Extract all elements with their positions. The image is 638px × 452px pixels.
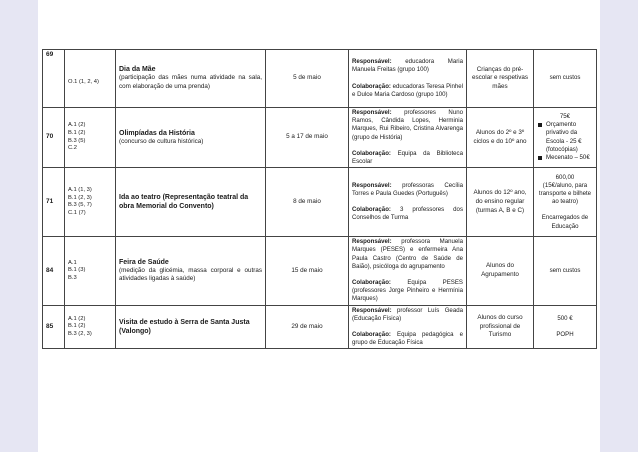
responsible-text: professoras Cecília Torres e Paula Guedes (Português) xyxy=(352,181,463,198)
activity-date: 5 de maio xyxy=(266,50,349,108)
activity-description: (concurso de cultura histórica) xyxy=(119,137,204,145)
activity-cell xyxy=(116,108,266,168)
cost-line: 600,00 xyxy=(555,173,575,181)
objective-code: B.1 (3) xyxy=(68,267,86,274)
objective-codes xyxy=(65,108,116,168)
responsible-text: educadora Maria Manuela Freitas (grupo 100) xyxy=(352,58,463,74)
activity-number: 85 xyxy=(43,305,65,349)
activity-title: Dia da Mãe xyxy=(119,66,156,74)
activity-cell xyxy=(116,237,266,305)
document-page xyxy=(38,0,600,452)
objective-codes xyxy=(65,168,116,237)
target-audience: Alunos do curso profissional de Turismo xyxy=(467,305,534,349)
responsible-entry xyxy=(352,307,463,323)
cost-line: POPH xyxy=(556,331,574,339)
cost-cell xyxy=(534,50,597,108)
collaboration-entry xyxy=(352,206,463,222)
responsible-cell xyxy=(349,305,467,349)
activity-title: Visita de estudo à Serra de Santa Justa (Valongo) xyxy=(119,319,250,336)
cost-line: sem custos xyxy=(549,266,581,274)
objective-code: B.1 (2) xyxy=(68,323,86,330)
responsible-cell xyxy=(349,108,467,168)
collaboration-text: Equipa pedagógica e grupo de Educação Física xyxy=(352,331,463,347)
activity-description: (participação das mães numa atividade na sala, com elaboração de uma prenda) xyxy=(119,74,262,90)
collaboration-text: Equipa da Biblioteca Escolar xyxy=(352,149,463,166)
collaboration-entry xyxy=(352,331,463,347)
objective-code: A.1 (2) xyxy=(68,315,86,322)
collaboration-label: Colaboração: xyxy=(352,206,391,214)
activity-cell xyxy=(116,50,266,108)
objective-code: B.3 (5, 7) xyxy=(68,202,92,209)
activity-number: 71 xyxy=(43,168,65,237)
table-row xyxy=(43,237,597,305)
spacer xyxy=(352,142,463,150)
responsible-entry xyxy=(352,182,463,198)
activity-date: 29 de maio xyxy=(266,305,349,349)
cost-line: 500 € xyxy=(557,314,573,322)
cost-cell xyxy=(534,237,597,305)
cost-line: Encarregados de Educação xyxy=(541,214,589,230)
objective-code: B.3 xyxy=(68,274,77,281)
activity-cell xyxy=(116,168,266,237)
objective-codes xyxy=(65,237,116,305)
cost-breakdown xyxy=(537,121,593,162)
spacer xyxy=(352,323,463,331)
collaboration-label: Colaboração: xyxy=(352,279,391,287)
responsible-text: professora Manuela Marques (PESES) e enfermeira Ana Paula Castro (Centro de Saúde de Baião), psicóloga do agrupamento xyxy=(352,238,463,270)
collaboration-text: Equipa PESES (professores Jorge Pinheiro e Hermínia Marques) xyxy=(352,279,463,303)
objective-code: C.2 xyxy=(68,145,78,152)
collaboration-entry xyxy=(352,83,463,99)
activity-number: 84 xyxy=(43,237,65,305)
activity-cell xyxy=(116,305,266,349)
collaboration-text: 3 professores dos Conselhos de Turma xyxy=(352,206,463,222)
table-row xyxy=(43,305,597,349)
objective-code: B.3 (2, 3) xyxy=(68,330,92,337)
target-audience: Alunos do 12º ano, do ensino regular (turmas A, B e C) xyxy=(467,168,534,237)
cost-item: Orçamento privativo da Escola - 25 € (fotocópias) xyxy=(537,121,593,154)
objective-codes xyxy=(65,305,116,349)
spacer xyxy=(352,75,463,83)
responsible-label: Responsável: xyxy=(352,181,392,189)
activity-date: 5 a 17 de maio xyxy=(266,108,349,168)
responsible-label: Responsável: xyxy=(352,306,392,314)
activity-title: Ida ao teatro (Representação teatral da obra Memorial do Convento) xyxy=(119,194,249,211)
table-row xyxy=(43,168,597,237)
spacer xyxy=(352,271,463,279)
responsible-text: professor Luís Geada (Educação Física) xyxy=(352,306,463,322)
responsible-label: Responsável: xyxy=(352,58,392,66)
activity-number: 70 xyxy=(43,108,65,168)
responsible-cell xyxy=(349,237,467,305)
cost-line: (15€/aluno, para transporte e bilhete ao teatro) xyxy=(538,181,592,206)
spacer xyxy=(352,198,463,206)
objective-code: B.1 (2, 3) xyxy=(68,194,92,201)
objective-code: C.1 (7) xyxy=(68,209,86,216)
collaboration-text: educadoras Teresa Pinhel e Dulce Maria Cardoso (grupo 100) xyxy=(352,82,464,98)
objective-code: A.1 (1, 3) xyxy=(68,187,92,194)
activity-date: 15 de maio xyxy=(266,237,349,305)
responsible-entry xyxy=(352,58,463,74)
objective-code: B.3 (5) xyxy=(68,137,86,144)
objective-code: B.1 (2) xyxy=(68,130,86,137)
table-row xyxy=(43,108,597,168)
responsible-label: Responsável: xyxy=(352,109,392,116)
responsible-entry xyxy=(352,109,463,142)
responsible-cell xyxy=(349,168,467,237)
table-row xyxy=(43,50,597,108)
collaboration-entry xyxy=(352,279,463,304)
collaboration-label: Colaboração: xyxy=(352,149,391,157)
cost-cell xyxy=(534,168,597,237)
collaboration-entry xyxy=(352,150,463,166)
activity-date: 8 de maio xyxy=(266,168,349,237)
activities-table xyxy=(42,49,597,349)
target-audience: Crianças do pré-escolar e respetivas mães xyxy=(467,50,534,108)
responsible-cell xyxy=(349,50,467,108)
responsible-label: Responsável: xyxy=(352,238,392,246)
target-audience: Alunos do Agrupamento xyxy=(467,237,534,305)
responsible-text: professores Nuno Ramos, Cândida Lopes, Herminia Marques, Rui Ribeiro, Cristina Alvarenga (grupo de História) xyxy=(352,109,463,141)
cost-cell xyxy=(534,305,597,349)
target-audience: Alunos do 2º e 3º ciclos e do 10º ano xyxy=(467,108,534,168)
cost-line xyxy=(537,323,593,331)
cost-item: Mecenato – 50€ xyxy=(537,154,593,162)
responsible-entry xyxy=(352,238,463,271)
cost-cell xyxy=(534,108,597,168)
cost-line xyxy=(537,206,593,214)
activity-title: Olimpíadas da História xyxy=(119,129,195,137)
objective-code: O.1 (1, 2, 4) xyxy=(68,79,99,86)
collaboration-label: Colaboração: xyxy=(352,331,391,339)
objective-code: A.1 xyxy=(68,259,77,266)
objective-code: A.1 (2) xyxy=(68,122,86,129)
cost-line: sem custos xyxy=(549,74,581,82)
collaboration-label: Colaboração: xyxy=(352,82,391,90)
activity-description: (medição da glicémia, massa corporal e outras atividades ligadas à saúde) xyxy=(119,266,262,283)
cost-total: 75€ xyxy=(559,113,571,120)
activity-title: Feira de Saúde xyxy=(119,258,169,266)
objective-codes xyxy=(65,50,116,108)
activity-number: 69 xyxy=(43,50,65,108)
